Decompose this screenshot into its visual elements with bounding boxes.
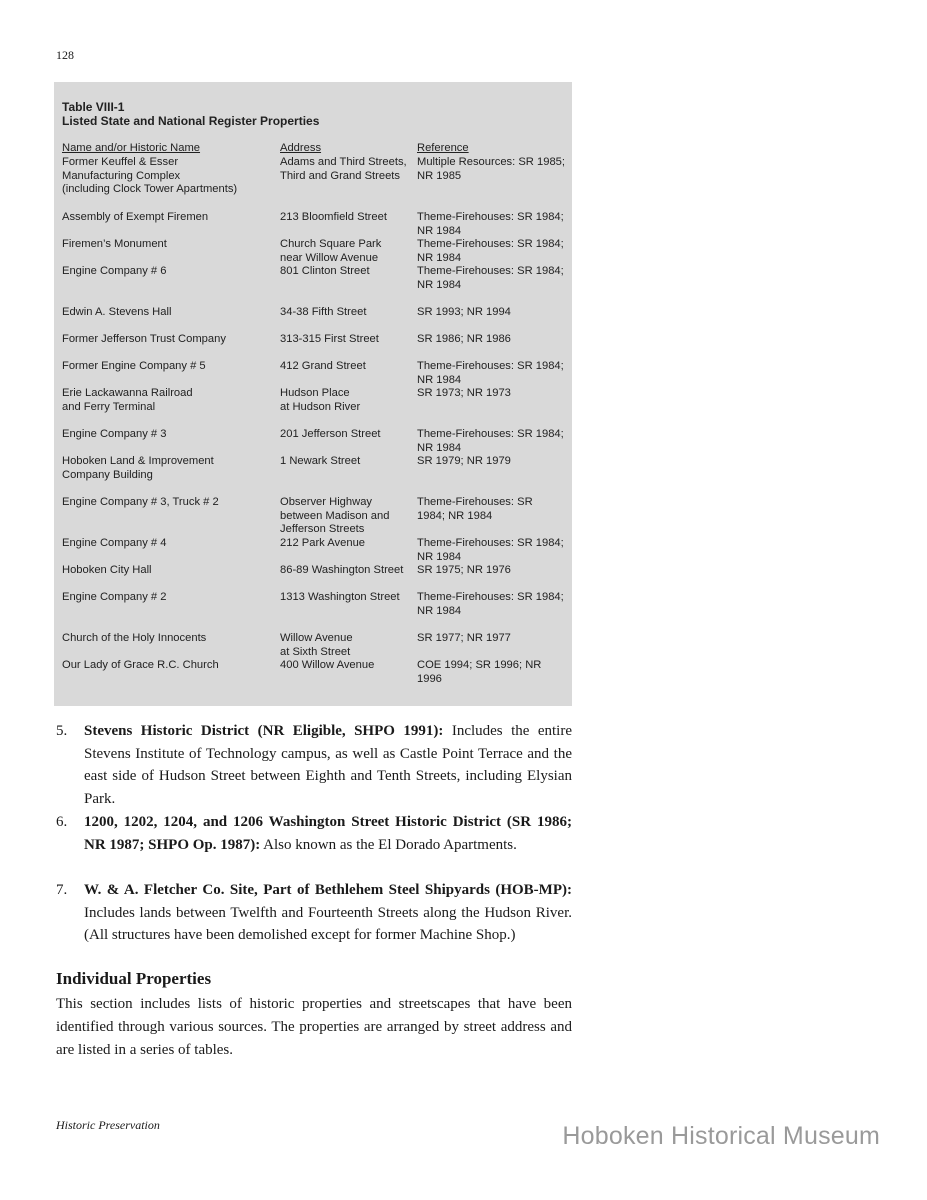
cell-reference: Theme-Firehouses: SR 1984; NR 1984: [417, 211, 564, 237]
item-title: W. & A. Fletcher Co. Site, Part of Bethlehem Steel Shipyards (HOB-MP):: [84, 882, 572, 898]
cell-address: 1 Newark Street: [280, 455, 361, 467]
cell-name: Engine Company # 4: [62, 537, 167, 549]
cell-name: Our Lady of Grace R.C. Church: [62, 659, 219, 671]
cell-address: 34-38 Fifth Street: [280, 306, 367, 318]
cell-address: 1313 Washington Street: [280, 591, 400, 603]
museum-watermark: Hoboken Historical Museum: [562, 1122, 880, 1150]
cell-reference: SR 1973; NR 1973: [417, 387, 511, 399]
cell-name: Former Jefferson Trust Company: [62, 333, 226, 345]
register-properties-table: [54, 82, 572, 706]
item-number: 5.: [56, 723, 68, 739]
cell-name: Former Engine Company # 5: [62, 360, 206, 372]
cell-reference: SR 1975; NR 1976: [417, 564, 511, 576]
cell-name: Church of the Holy Innocents: [62, 632, 207, 644]
cell-name: Hoboken Land & Improvement Company Building: [62, 455, 214, 481]
cell-name: Engine Company # 3, Truck # 2: [62, 496, 219, 508]
cell-address: 86-89 Washington Street: [280, 564, 404, 576]
cell-address: Willow Avenue at Sixth Street: [280, 632, 353, 658]
cell-reference: Theme-Firehouses: SR 1984; NR 1984: [417, 360, 564, 386]
cell-address: 212 Park Avenue: [280, 537, 366, 549]
cell-address: Observer Highway between Madison and Jefferson Streets: [280, 496, 390, 536]
cell-name: Erie Lackawanna Railroad and Ferry Terminal: [62, 387, 193, 413]
footer-title: Historic Preservation: [56, 1118, 160, 1132]
cell-name: Engine Company # 6: [62, 265, 167, 277]
cell-name: Edwin A. Stevens Hall: [62, 306, 172, 318]
cell-reference: Multiple Resources: SR 1985; NR 1985: [417, 156, 565, 182]
cell-reference: Theme-Firehouses: SR 1984; NR 1984: [417, 496, 533, 522]
cell-name: Hoboken City Hall: [62, 564, 152, 576]
cell-reference: Theme-Firehouses: SR 1984; NR 1984: [417, 265, 564, 291]
header-name: Name and/or Historic Name: [62, 142, 201, 154]
cell-address: 201 Jefferson Street: [280, 428, 381, 440]
item-text: Also known as the El Dorado Apartments.: [260, 836, 517, 853]
cell-address: 313-315 First Street: [280, 333, 379, 345]
table-subtitle: Listed State and National Register Properties: [62, 114, 320, 128]
list-item-6: [56, 811, 572, 856]
cell-reference: SR 1977; NR 1977: [417, 632, 511, 644]
cell-address: Hudson Place at Hudson River: [280, 387, 361, 413]
section-heading: Individual Properties: [56, 969, 212, 988]
cell-name: Engine Company # 3: [62, 428, 167, 440]
list-item-5: [56, 720, 572, 810]
cell-name: Assembly of Exempt Firemen: [62, 211, 209, 223]
cell-address: 213 Bloomfield Street: [280, 211, 387, 223]
header-reference: Reference: [417, 142, 469, 154]
cell-reference: COE 1994; SR 1996; NR 1996: [417, 659, 542, 685]
cell-reference: SR 1979; NR 1979: [417, 455, 511, 467]
cell-reference: Theme-Firehouses: SR 1984; NR 1984: [417, 238, 564, 264]
cell-reference: Theme-Firehouses: SR 1984; NR 1984: [417, 537, 564, 563]
list-item-7: [56, 879, 572, 947]
cell-address: 400 Willow Avenue: [280, 659, 375, 671]
item-number: 6.: [56, 814, 68, 830]
cell-name: Engine Company # 2: [62, 591, 167, 603]
item-text: Includes lands between Twelfth and Fourteenth Streets along the Hudson River. (All structures have been demolished except for former Machine Shop.): [84, 904, 572, 943]
table-header: [62, 142, 564, 156]
item-title: Stevens Historic District (NR Eligible, SHPO 1991):: [84, 723, 444, 739]
cell-address: 801 Clinton Street: [280, 265, 370, 277]
cell-address: 412 Grand Street: [280, 360, 366, 372]
cell-name: Firemen’s Monument: [62, 238, 167, 250]
item-number: 7.: [56, 882, 68, 898]
table-title: Table VIII-1: [62, 100, 125, 114]
section-paragraph: This section includes lists of historic properties and streetscapes that have been identified through various sources. The properties are arranged by street address and are listed in a series of tables.: [56, 996, 572, 1058]
cell-address: Church Square Park near Willow Avenue: [280, 238, 382, 264]
cell-reference: SR 1993; NR 1994: [417, 306, 511, 318]
item-title: 1200, 1202, 1204, and 1206 Washington Street Historic District (SR 1986; NR 1987; SHPO Op. 1987):: [84, 814, 572, 853]
cell-name: Former Keuffel & Esser Manufacturing Complex (including Clock Tower Apartments): [62, 156, 238, 196]
cell-reference: SR 1986; NR 1986: [417, 333, 511, 345]
cell-reference: Theme-Firehouses: SR 1984; NR 1984: [417, 591, 564, 617]
header-address: Address: [280, 142, 322, 154]
cell-address: Adams and Third Streets, Third and Grand Streets: [280, 156, 407, 182]
page-number: 128: [56, 48, 74, 62]
cell-reference: Theme-Firehouses: SR 1984; NR 1984: [417, 428, 564, 454]
item-text: Includes the entire Stevens Institute of Technology campus, as well as Castle Point Terrace and the east side of Hudson Street between Eighth and Tenth Streets, including Elysian Park.: [84, 723, 572, 807]
